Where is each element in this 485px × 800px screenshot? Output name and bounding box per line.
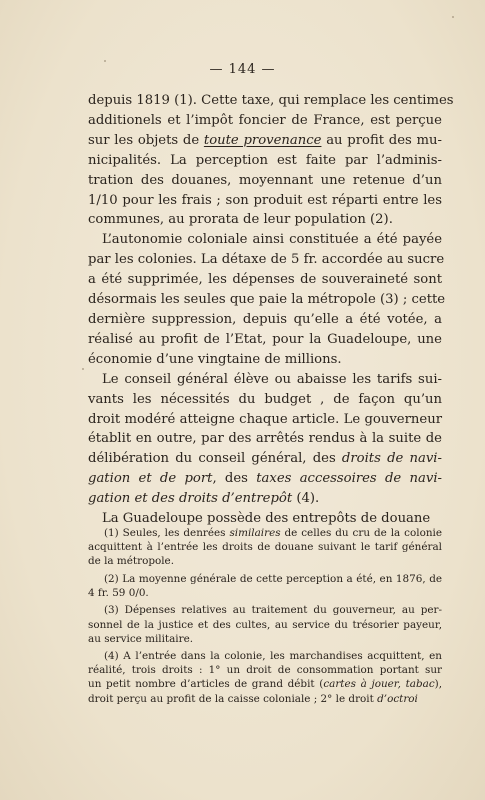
text-segment: désormais les seules que paie la métropole (3) ; cette xyxy=(88,292,446,308)
paper-speck xyxy=(82,368,84,370)
footnote-line xyxy=(88,649,442,663)
text-segment: 1/10 pour les frais ; son produit est réparti entre les xyxy=(88,192,442,208)
emphasized-text: similaires xyxy=(229,527,281,539)
text-segment: additionels et l’impôt foncier de France, est perçue xyxy=(88,112,442,128)
footnote-line xyxy=(88,632,442,646)
footnote-line xyxy=(88,540,442,554)
text-line xyxy=(88,151,442,171)
text-segment: un petit nombre d’articles de grand débit ( xyxy=(88,678,324,691)
paper-speck xyxy=(452,16,454,18)
text-segment: 4 fr. 59 0/0. xyxy=(88,586,149,599)
paragraph xyxy=(88,370,442,509)
text-segment: économie d’une vingtaine de millions. xyxy=(88,351,342,367)
emphasized-text: cartes à jouer, tabac xyxy=(323,678,435,691)
footnote xyxy=(88,572,442,600)
paragraph xyxy=(88,91,454,230)
footnote xyxy=(88,649,442,705)
text-segment: communes, au prorata de leur population (2). xyxy=(88,212,393,228)
text-segment: (3) Dépenses relatives au traitement du gouverneur, au per- xyxy=(104,604,442,617)
text-segment: a été supprimée, les dépenses de souveraineté sont xyxy=(88,272,442,288)
emphasized-text: gation et des droits d’entrepôt xyxy=(88,491,293,507)
text-line xyxy=(88,131,442,151)
text-segment: nicipalités. La perception est faite par l’adminis- xyxy=(88,152,442,168)
footnote xyxy=(88,603,442,645)
page-number: — 144 — xyxy=(209,62,276,77)
text-segment: (4) A l’entrée dans la colonie, les marchandises acquittent, en xyxy=(104,650,442,663)
footnote-line xyxy=(88,572,442,586)
footnote-line xyxy=(88,603,442,617)
paper-speck xyxy=(104,60,106,62)
text-segment: dernière suppression, depuis qu’elle a été votée, a xyxy=(88,311,442,327)
emphasized-text: d’octroi xyxy=(377,692,418,705)
text-segment: tration des douanes, moyennant une retenue d’un xyxy=(88,172,442,188)
text-line xyxy=(88,270,442,290)
text-line xyxy=(88,370,442,390)
text-line xyxy=(88,290,446,310)
text-segment: Le conseil général élève ou abaisse les tarifs sui- xyxy=(102,371,442,387)
footnote xyxy=(88,526,442,568)
text-line xyxy=(88,410,442,430)
text-line xyxy=(88,449,442,469)
text-line xyxy=(88,250,445,270)
text-segment: depuis 1819 (1). Cette taxe, qui remplace les centimes xyxy=(88,93,454,108)
footnote-line xyxy=(88,554,442,568)
text-segment: établit en outre, par des arrêtés rendus à la suite de xyxy=(88,431,442,447)
text-segment: ), xyxy=(434,678,442,691)
text-line xyxy=(88,111,442,131)
text-segment: La Guadeloupe possède des entrepôts de douane xyxy=(102,511,431,527)
emphasized-text: taxes accessoires de navi- xyxy=(256,471,442,487)
text-segment: vants les nécessités du budget , de façon qu’un xyxy=(88,391,442,407)
text-line xyxy=(88,330,442,350)
text-line xyxy=(88,350,442,370)
text-line xyxy=(88,469,442,489)
text-segment: réalisé au profit de l’Etat, pour la Guadeloupe, une xyxy=(88,331,442,347)
text-segment: droit modéré atteigne chaque article. Le gouverneur xyxy=(88,411,442,427)
text-segment: droit perçu au profit de la caisse coloniale ; 2° le droit xyxy=(88,692,378,705)
text-line xyxy=(88,230,442,250)
text-segment: réalité, trois droits : 1° un droit de consommation portant sur xyxy=(88,664,442,677)
text-segment: (4). xyxy=(292,491,320,507)
footnote-line xyxy=(88,586,442,600)
text-segment: L’autonomie coloniale ainsi constituée a été payée xyxy=(102,232,442,248)
text-segment: délibération du conseil général, des xyxy=(88,451,342,467)
emphasized-text: toute provenance xyxy=(203,132,322,148)
text-line xyxy=(88,489,442,509)
text-segment: acquittent à l’entrée les droits de douane suivant le tarif général xyxy=(88,541,442,554)
text-segment: sonnel de la justice et des cultes, au service du trésorier payeur, xyxy=(88,618,442,631)
text-segment: (2) La moyenne générale de cette perception a été, en 1876, de xyxy=(104,572,442,585)
text-line xyxy=(88,171,442,191)
text-line xyxy=(88,310,442,330)
footnotes xyxy=(88,526,442,709)
text-line xyxy=(88,390,442,410)
text-line xyxy=(88,429,442,449)
body-text xyxy=(88,91,454,529)
text-segment: de la métropole. xyxy=(88,555,175,568)
text-segment: de celles du cru de la colonie xyxy=(280,527,442,539)
emphasized-text: droits de navi- xyxy=(341,451,442,467)
paragraph xyxy=(88,230,446,369)
text-line xyxy=(88,91,454,111)
text-segment: sur les objets de xyxy=(88,132,204,148)
text-segment: au service militaire. xyxy=(88,632,194,645)
text-segment: au profit des mu- xyxy=(321,132,442,148)
text-segment: , des xyxy=(212,471,257,487)
footnote-line xyxy=(88,677,442,691)
footnote-line xyxy=(88,663,442,677)
footnote-line xyxy=(88,692,442,706)
emphasized-text: gation et de port xyxy=(88,471,213,487)
text-line xyxy=(88,210,442,230)
text-segment: (1) Seules, les denrées xyxy=(104,527,230,539)
text-segment: par les colonies. La détaxe de 5 fr. accordée au sucre xyxy=(88,252,445,268)
footnote-line xyxy=(88,526,442,540)
text-line xyxy=(88,191,442,211)
footnote-line xyxy=(88,618,442,632)
